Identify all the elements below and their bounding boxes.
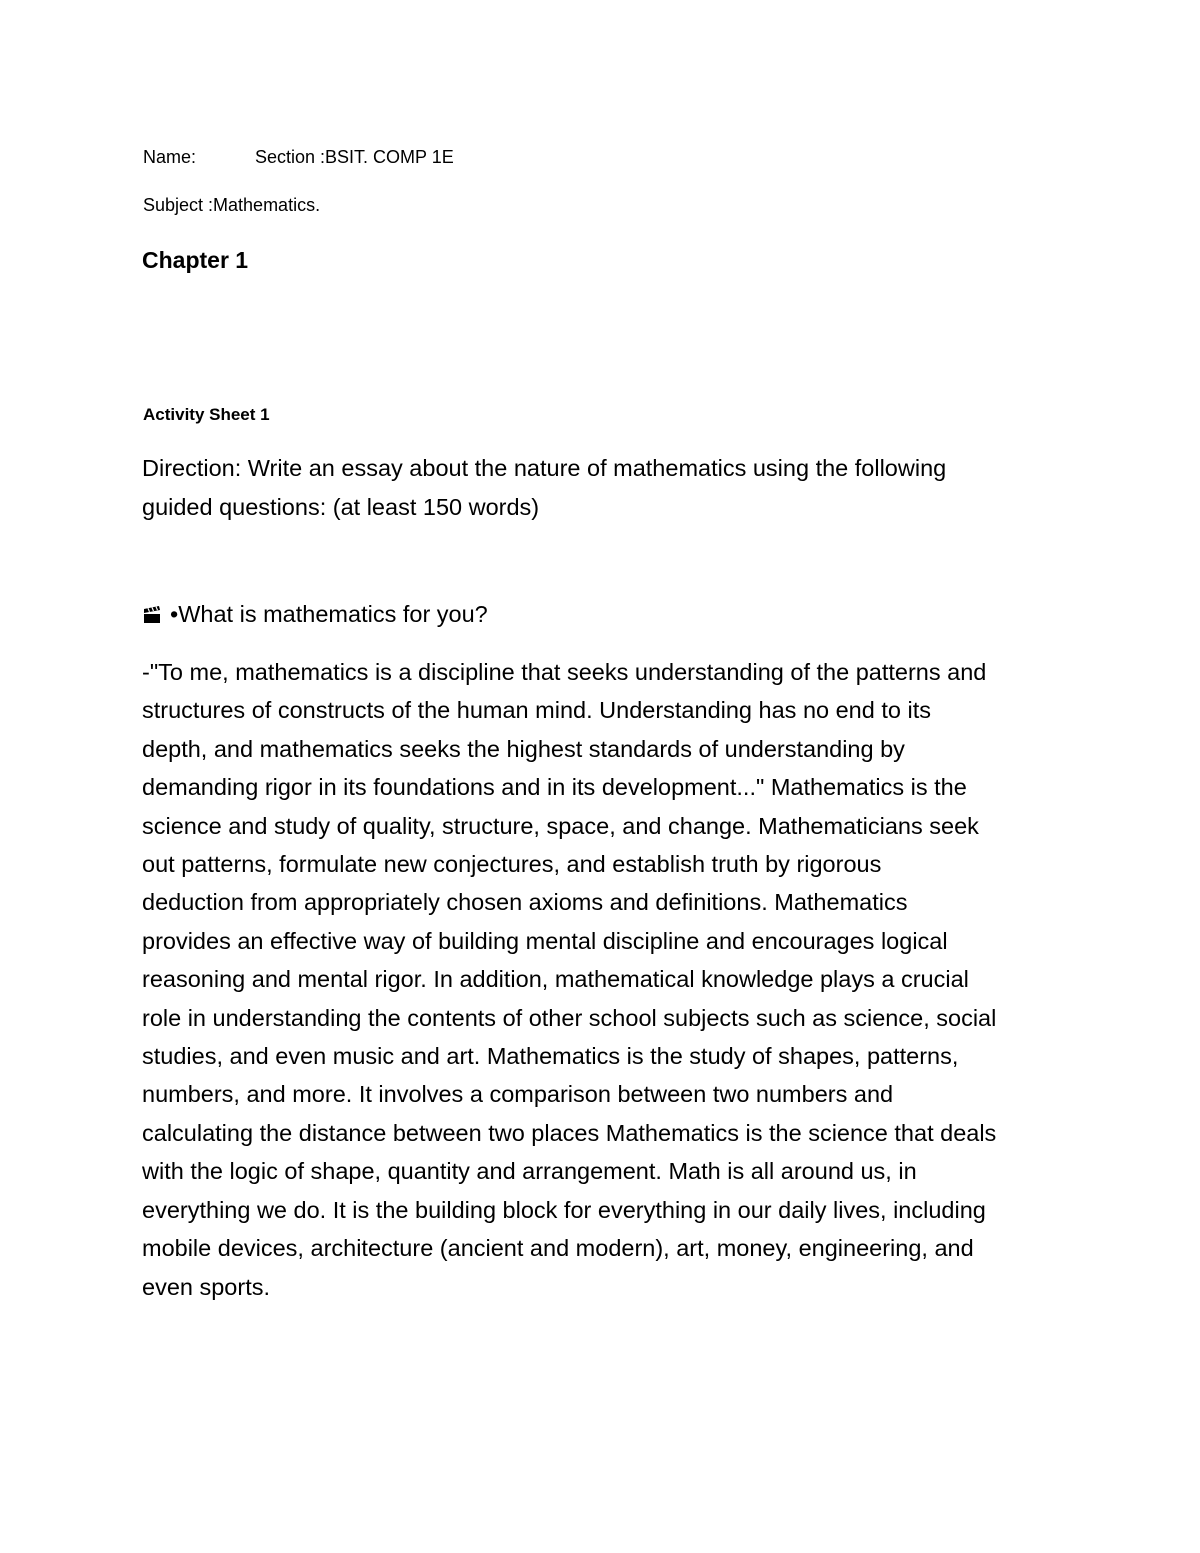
clapperboard-icon — [142, 601, 162, 633]
answer-line: with the logic of shape, quantity and arrangement. Math is all around us, in — [142, 1158, 917, 1185]
question-item — [142, 598, 488, 633]
answer-line: studies, and even music and art. Mathematics is the study of shapes, patterns, — [142, 1043, 959, 1070]
answer-line: provides an effective way of building mental discipline and encourages logical — [142, 927, 948, 954]
answer-line: calculating the distance between two places Mathematics is the science that deals — [142, 1119, 997, 1146]
answer-paragraph — [142, 653, 1072, 1306]
activity-title: Activity Sheet 1 — [143, 405, 270, 424]
answer-line: -"To me, mathematics is a discipline that seeks understanding of the patterns and — [142, 659, 987, 685]
answer-line: mobile devices, architecture (ancient and modern), art, money, engineering, and — [142, 1235, 974, 1262]
answer-line: numbers, and more. It involves a comparison between two numbers and — [142, 1081, 894, 1108]
answer-line: structures of constructs of the human mind. Understanding has no end to its — [142, 697, 931, 724]
answer-line: depth, and mathematics seeks the highest standards of understanding by — [142, 735, 905, 762]
answer-line: everything we do. It is the building block for everything in our daily lives, including — [142, 1196, 986, 1223]
answer-line: even sports. — [142, 1273, 271, 1300]
direction-line: guided questions: (at least 150 words) — [142, 493, 540, 520]
answer-line: out patterns, formulate new conjectures, and establish truth by rigorous — [142, 851, 882, 878]
answer-line: demanding rigor in its foundations and in its development..." Mathematics is the — [142, 774, 967, 801]
answer-line: science and study of quality, structure, space, and change. Mathematicians seek — [142, 812, 979, 839]
answer-line: deduction from appropriately chosen axioms and definitions. Mathematics — [142, 889, 908, 916]
answer-line: reasoning and mental rigor. In addition, mathematical knowledge plays a crucial — [142, 966, 969, 993]
question-text: •What is mathematics for you? — [170, 601, 488, 627]
name-label: Name: — [143, 147, 197, 167]
subject-label: Subject :Mathematics. — [143, 195, 321, 215]
chapter-title: Chapter 1 — [142, 247, 249, 273]
direction-line: Direction: Write an essay about the nature of mathematics using the following — [142, 455, 947, 481]
section-label: Section :BSIT. COMP 1E — [255, 147, 454, 167]
answer-line: role in understanding the contents of other school subjects such as science, social — [142, 1004, 997, 1031]
direction-paragraph — [142, 449, 1042, 526]
